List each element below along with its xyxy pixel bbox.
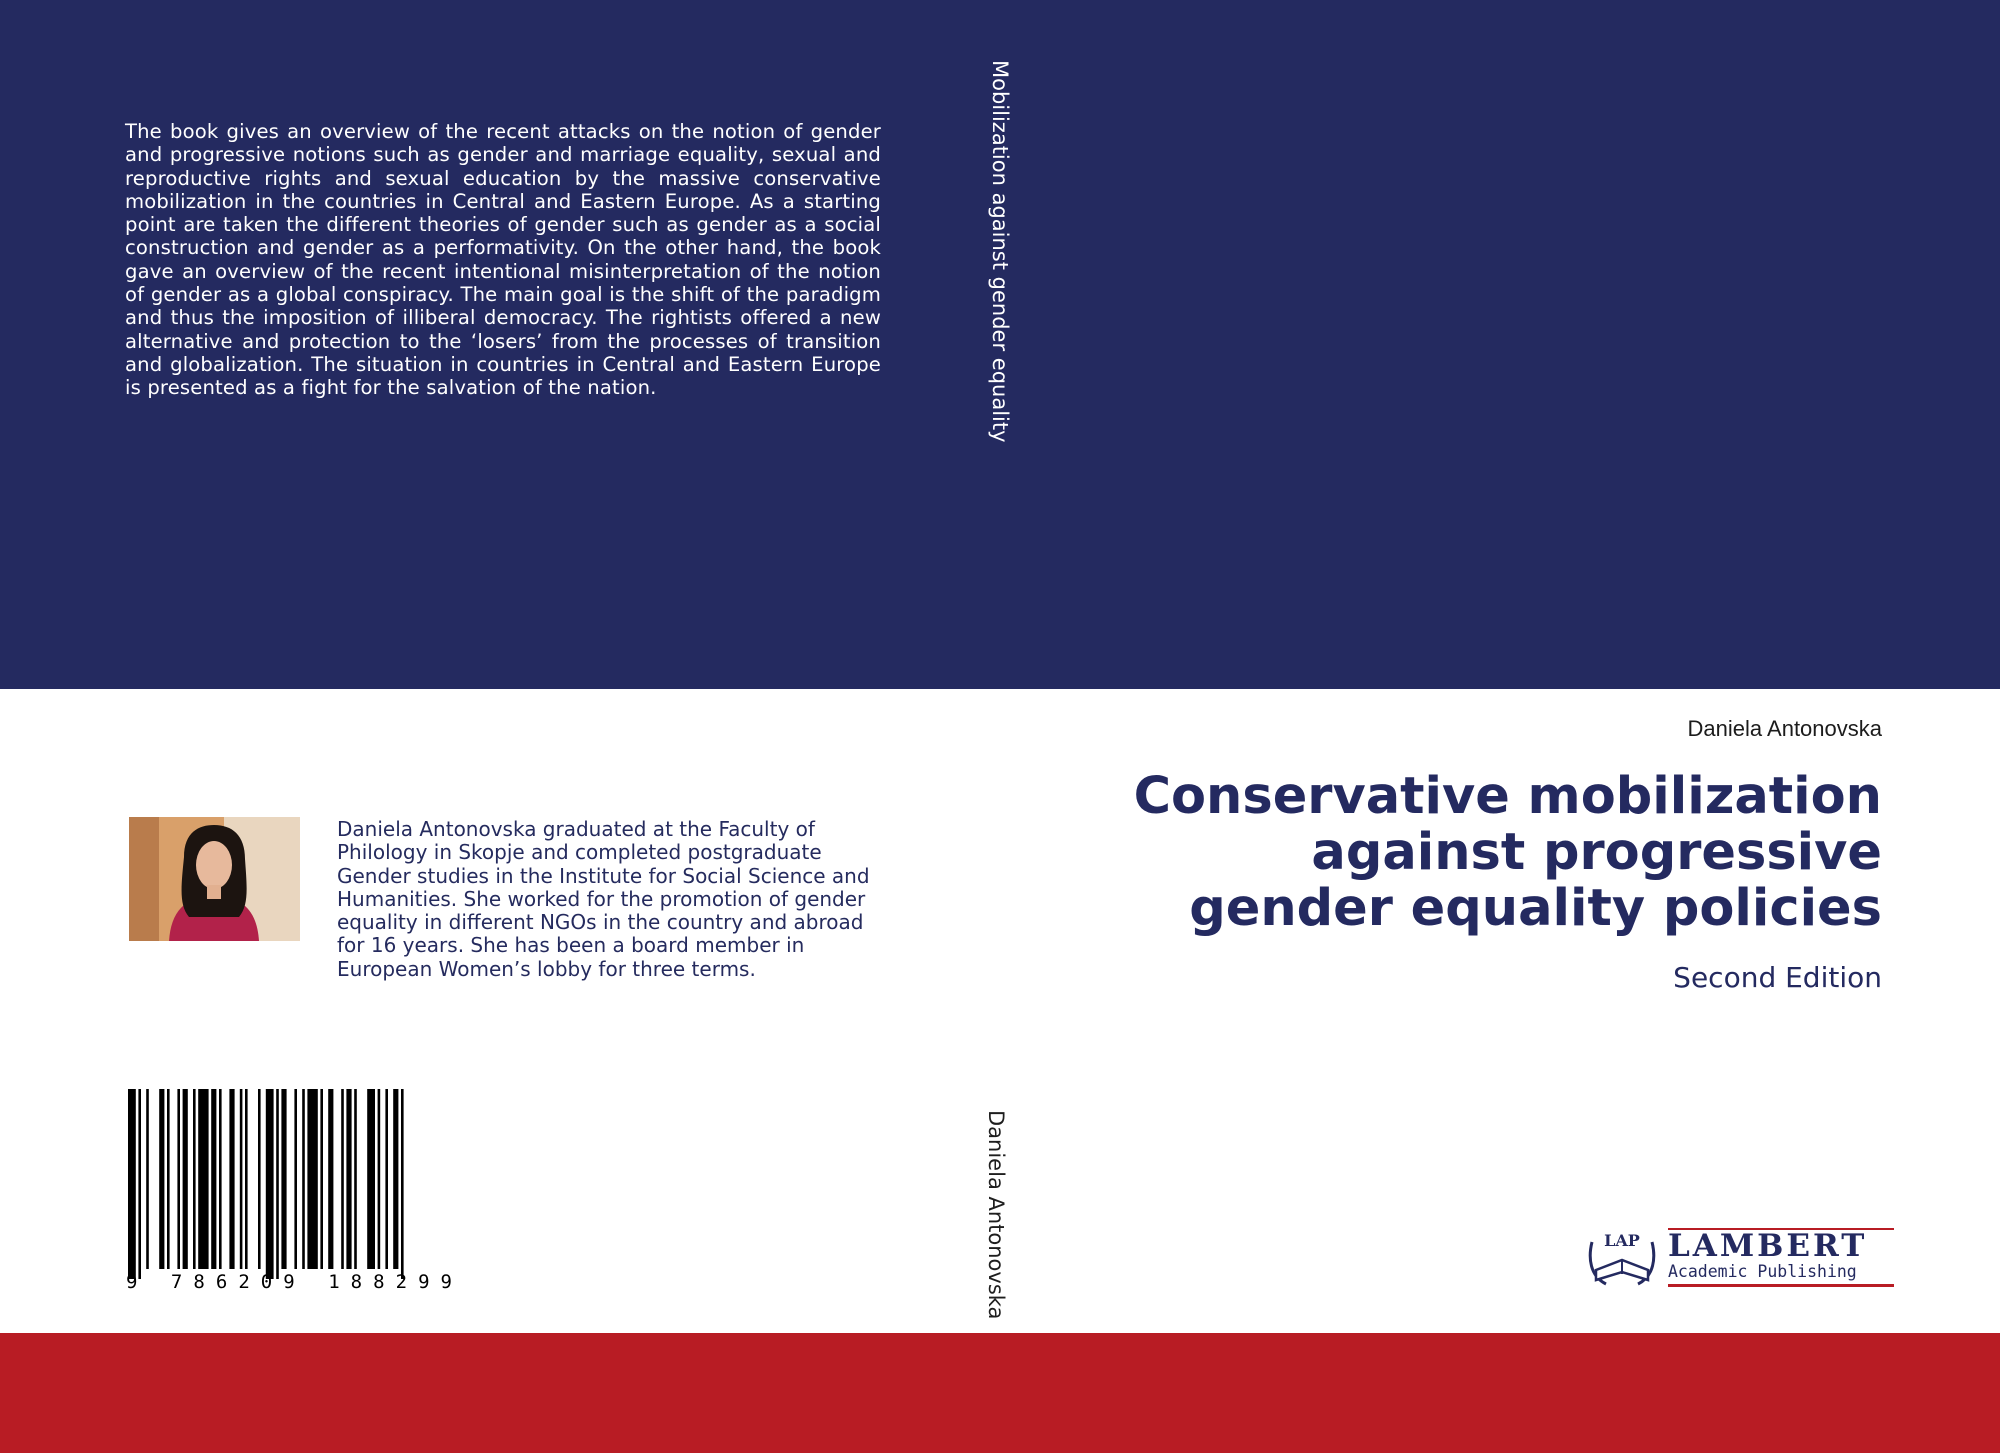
emblem-lettering: LAP [1604,1231,1640,1250]
back-cover-blurb: The book gives an overview of the recent attacks on the notion of gender and progressive notions such as gender and marriage equality, sexual and reproductive rights and sexual education by the massive conservative mobilization in the countries in Central and Eastern Europe. As a starting point are taken the different theories of gender such as gender as a social construction and gender as a performativity. On the other hand, the book gave an overview of the recent intentional misinterpretation of the notion of gender as a global conspiracy. The main goal is the shift of the paradigm and thus the imposition of illiberal democracy. The rightists offered a new alternative and protection to the ‘losers’ from the processes of transition and globalization. The situation in countries in Central and Eastern Europe is presented as a fight for the salvation of the nation. [125,120,881,400]
barcode-bar [245,1089,248,1269]
barcode-bar [307,1089,317,1269]
publisher-logo [1582,1220,1894,1290]
barcode-bar [146,1089,149,1269]
barcode-bar [276,1089,279,1279]
barcode-bar [167,1089,170,1269]
front-cover-author: Daniela Antonovska [1687,716,1882,741]
barcode-bar [346,1089,351,1269]
author-photo [129,817,300,941]
barcode-bar [302,1089,305,1269]
book-edition: Second Edition [1673,961,1882,994]
barcode-bar [328,1089,333,1269]
barcode-bar [385,1089,388,1269]
barcode-bar [294,1089,297,1269]
book-title: Conservative mobilization against progressive gender equality policies [1133,767,1882,938]
barcode-bar [198,1089,208,1269]
spine-title: Mobilization against gender equality [988,60,1012,443]
barcode-bar [378,1089,381,1269]
isbn-digits: 9 786209 188299 [126,1271,452,1289]
barcode-bar [193,1089,196,1269]
barcode-bar [177,1089,180,1269]
open-book-emblem-icon [1582,1220,1662,1290]
barcode-bar [138,1089,141,1279]
cover-red-band [0,1333,2000,1453]
barcode-bar [258,1089,261,1269]
isbn-barcode [126,1089,456,1289]
barcode-bar [281,1089,286,1269]
barcode-bar [240,1089,243,1269]
barcode-bar [401,1089,404,1279]
author-bio: Daniela Antonovska graduated at the Faculty of Philology in Skopje and completed postgraduate Gender studies in the Institute for Social Science and Humanities. She worked for the promotion of gender equality in different NGOs in the country and abroad for 16 years. She has been a board member in European Women’s lobby for three terms. [337,817,870,981]
barcode-bar [341,1089,344,1269]
barcode-bar [159,1089,164,1269]
barcode-bar [183,1089,188,1269]
barcode-bar [367,1089,375,1269]
barcode-bar [354,1089,357,1269]
barcode-bar [229,1089,234,1269]
barcode-bar [211,1089,216,1269]
publisher-name: LAMBERT [1668,1228,1894,1262]
spine-author: Daniela Antonovska [984,1110,1008,1320]
barcode-bar [266,1089,274,1279]
barcode-bar [393,1089,398,1269]
barcode-bar [128,1089,136,1279]
barcode-bar [219,1089,222,1269]
barcode-bar [320,1089,323,1269]
publisher-subtitle: Academic Publishing [1668,1262,1894,1287]
